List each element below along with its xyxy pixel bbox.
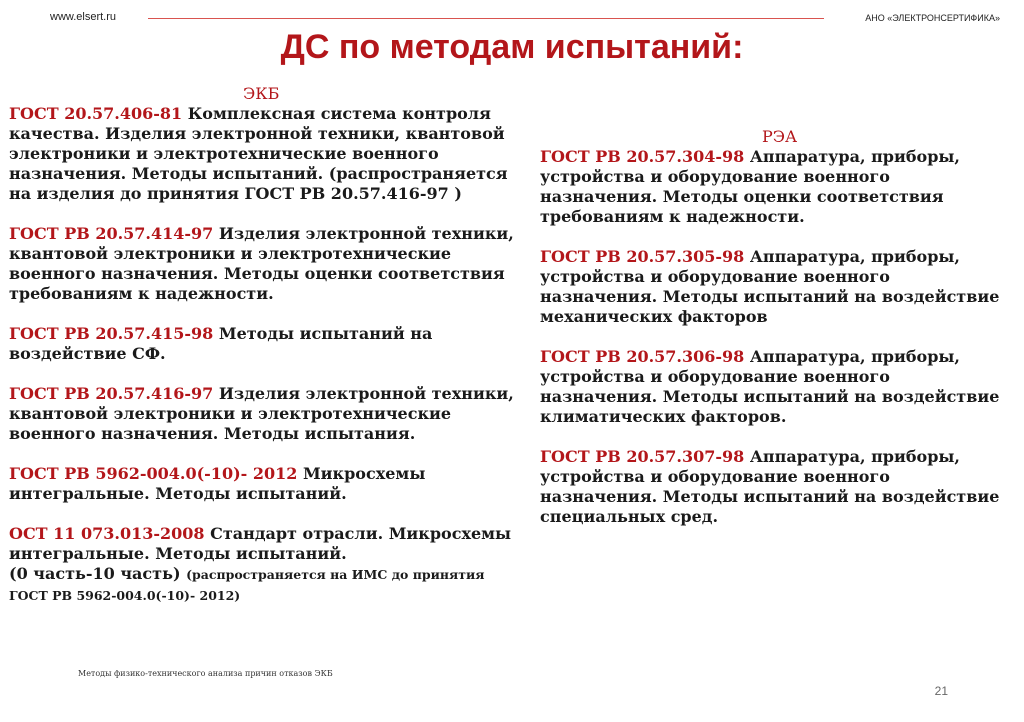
organization-name: АНО «ЭЛЕКТРОНСЕРТИФИКА»	[865, 13, 1000, 23]
standard-item	[9, 324, 529, 364]
standard-code: ГОСТ РВ 20.57.304-98	[540, 147, 745, 166]
standard-item	[540, 247, 1000, 327]
standard-code: ГОСТ РВ 5962-004.0(-10)- 2012	[9, 464, 298, 483]
rea-column	[540, 127, 1000, 547]
standard-item	[9, 104, 529, 204]
ekb-column	[9, 84, 529, 606]
standard-item	[9, 224, 529, 304]
standard-item	[9, 384, 529, 444]
standard-code: ГОСТ РВ 20.57.414-97	[9, 224, 214, 243]
standard-code: ГОСТ РВ 20.57.306-98	[540, 347, 745, 366]
standard-code: ГОСТ 20.57.406-81	[9, 104, 183, 123]
standard-text: Аппаратура, приборы, устройства и оборудование военного назначения. Методы оценки соответствия требованиям к надежности.	[540, 147, 960, 226]
footer-note: Методы физико-технического анализа причин отказов ЭКБ	[78, 669, 333, 678]
standard-code: ГОСТ РВ 20.57.415-98	[9, 324, 214, 343]
standard-text: Аппаратура, приборы, устройства и оборудование военного назначения. Методы испытаний на воздействие специальных сред.	[540, 447, 1000, 526]
standard-code: ГОСТ РВ 20.57.305-98	[540, 247, 745, 266]
standard-item	[9, 524, 529, 606]
standard-text: Комплексная система контроля качества. Изделия электронной техники, квантовой электроники и электротехнические военного назначения. Методы испытаний. (распространяется на изделия до принятия ГОСТ РВ 20.57.416-97 )	[9, 104, 508, 203]
scope-note: (распространяется на ИМС до принятия	[186, 567, 485, 582]
standard-code: ОСТ 11 073.013-2008	[9, 524, 205, 543]
standard-text: Изделия электронной техники, квантовой электроники и электротехнические военного назначения. Методы испытания.	[9, 384, 514, 443]
standard-text: Микросхемы интегральные. Методы испытаний.	[9, 464, 426, 503]
standard-item	[9, 464, 529, 504]
page-title: ДС по методам испытаний:	[280, 28, 744, 66]
ekb-heading: ЭКБ	[243, 84, 280, 103]
rea-heading: РЭА	[762, 127, 798, 146]
parts-range: (0 часть-10 часть)	[9, 564, 187, 583]
page-number: 21	[934, 684, 948, 698]
standard-code: ГОСТ РВ 20.57.307-98	[540, 447, 745, 466]
scope-note-standard: ГОСТ РВ 5962-004.0(-10)- 2012)	[9, 588, 241, 603]
standard-text: Аппаратура, приборы, устройства и оборудование военного назначения. Методы испытаний на воздействие механических факторов	[540, 247, 1000, 326]
standard-item	[540, 447, 1000, 527]
standard-item	[540, 147, 1000, 227]
standard-text: Стандарт отрасли. Микросхемы интегральные. Методы испытаний.	[9, 524, 512, 563]
site-url: www.elsert.ru	[50, 11, 117, 23]
standard-text: Аппаратура, приборы, устройства и оборудование военного назначения. Методы испытаний на воздействие климатических факторов.	[540, 347, 1000, 426]
standard-text: Изделия электронной техники, квантовой электроники и электротехнические военного назначения. Методы оценки соответствия требованиям к надежности.	[9, 224, 514, 303]
standard-text: Методы испытаний на воздействие СФ.	[9, 324, 433, 363]
standard-code: ГОСТ РВ 20.57.416-97	[9, 384, 214, 403]
header-divider	[148, 18, 824, 19]
standard-item	[540, 347, 1000, 427]
